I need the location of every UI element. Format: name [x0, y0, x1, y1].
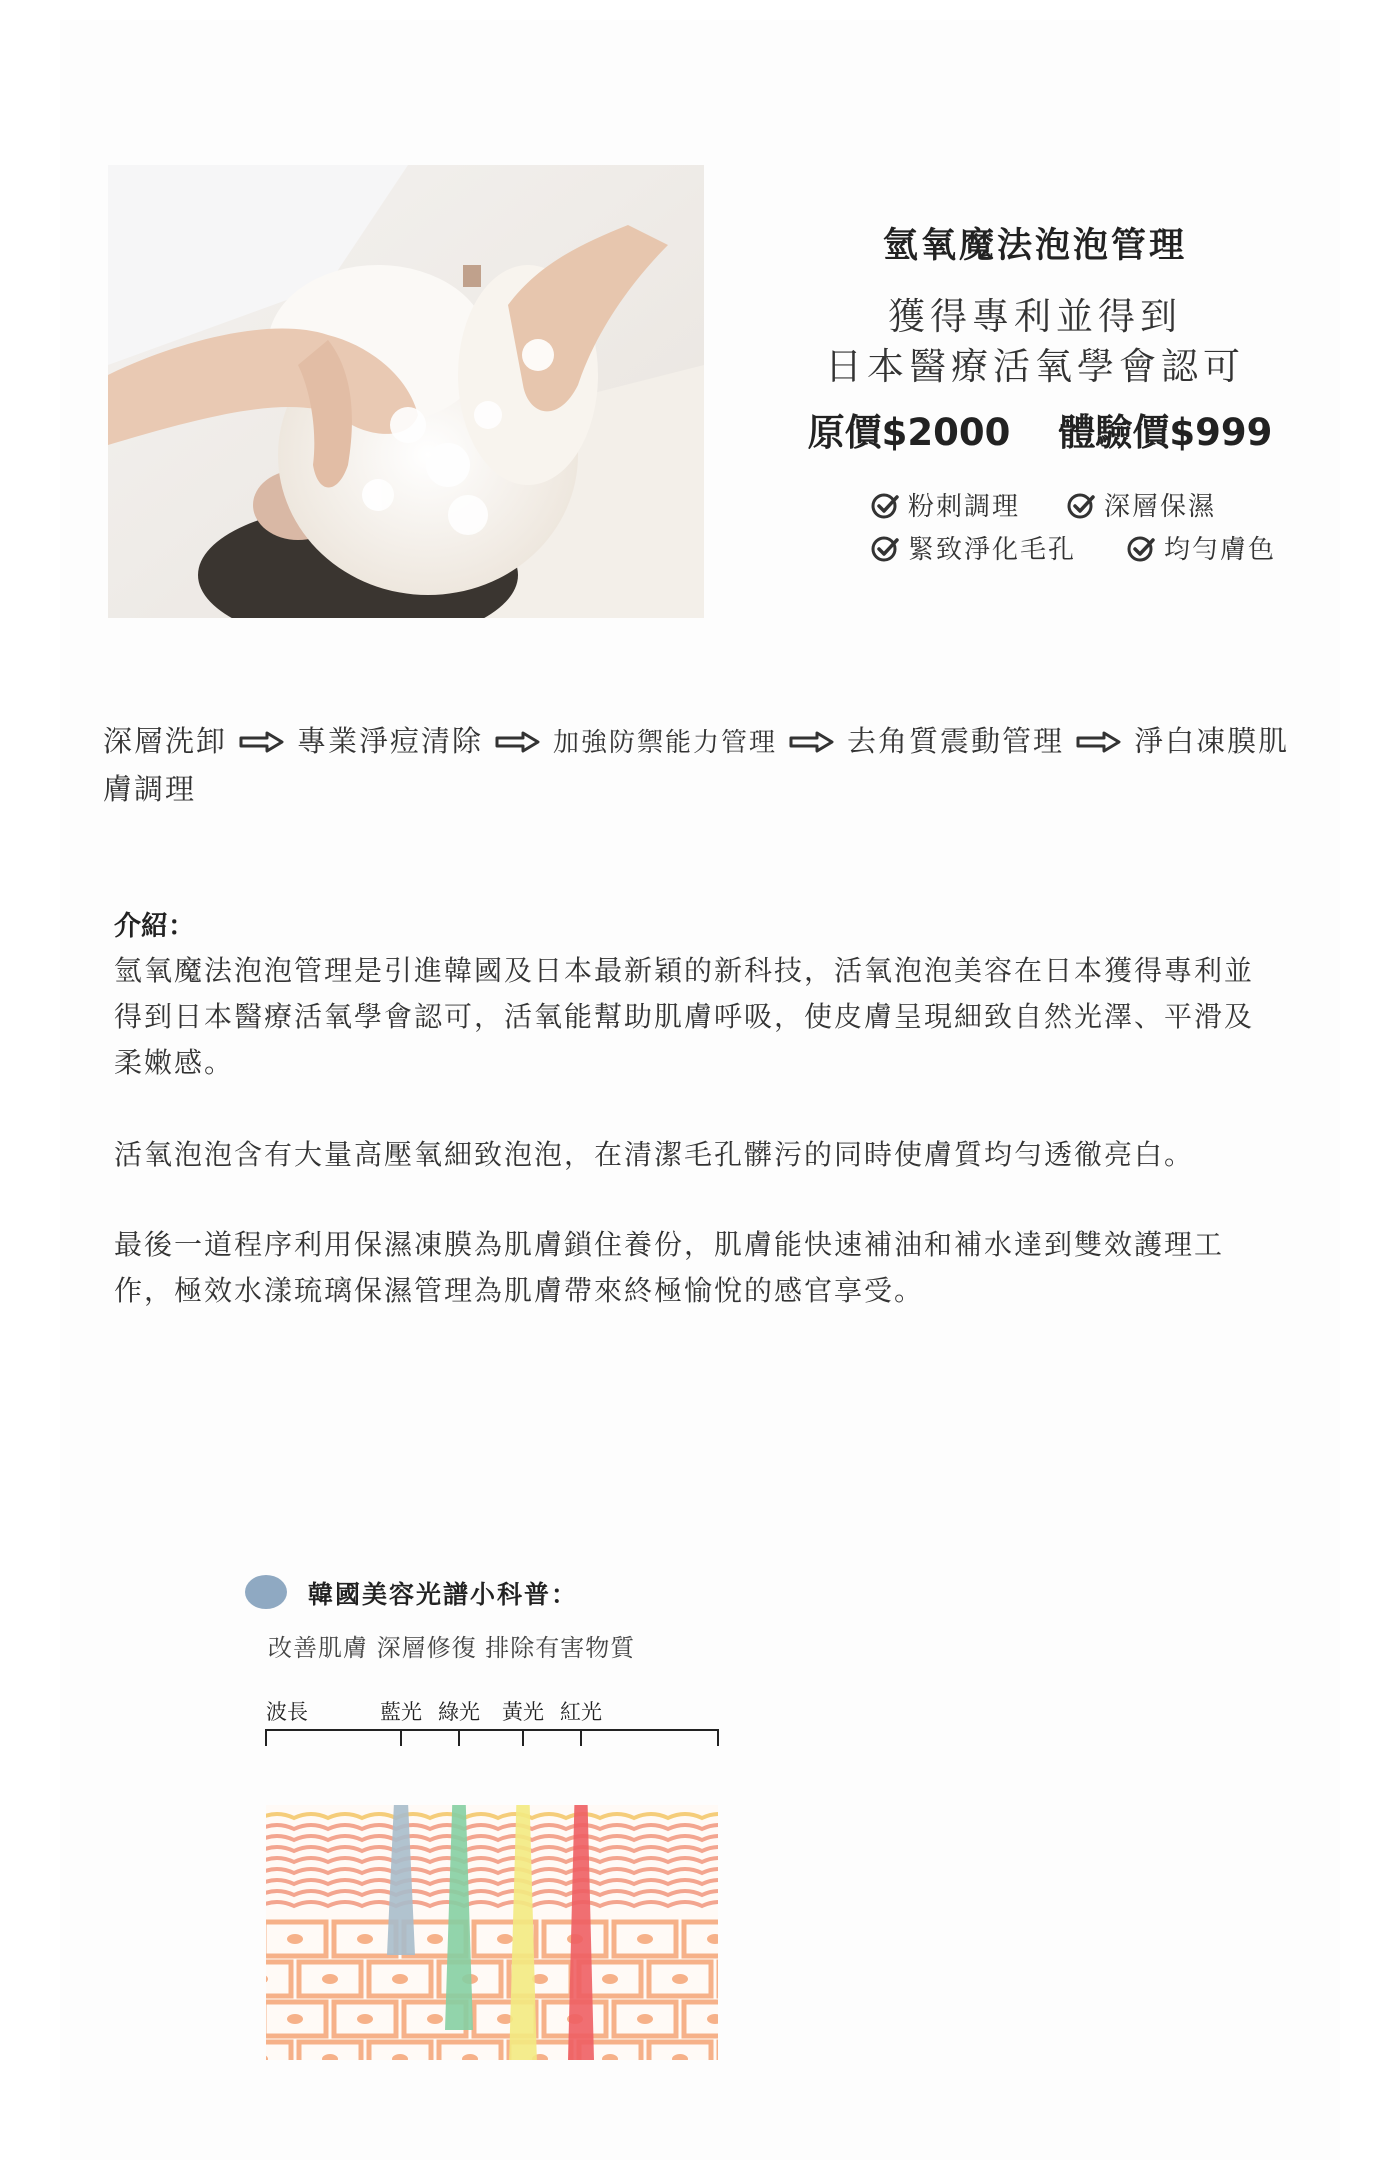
original-price: 原價$2000: [807, 411, 1011, 454]
flow-step: 深層洗卸: [103, 724, 228, 758]
process-flow: [103, 718, 1303, 812]
intro-heading: 介紹：: [114, 911, 195, 942]
skin-cell: [719, 2042, 730, 2070]
cell-nucleus: [392, 1974, 408, 1984]
cell-nucleus: [322, 2054, 338, 2064]
skin-cell: [719, 1962, 730, 1996]
flow-step: 淨白凍膜肌膚調理: [103, 724, 1290, 806]
cell-nucleus: [462, 2054, 478, 2064]
section-dot-icon: [245, 1575, 287, 1609]
benefit-item: 均勻膚色: [1126, 529, 1276, 566]
spectrum-heading: 韓國美容光譜小科普：: [308, 1580, 579, 1609]
cell-nucleus: [287, 1934, 303, 1944]
flow-step: 專業淨痘清除: [297, 724, 484, 758]
cell-nucleus: [707, 2014, 723, 2024]
cell-nucleus: [602, 1974, 618, 1984]
check-circle-icon: [870, 534, 900, 564]
cell-nucleus: [672, 2054, 688, 2064]
spectrum-subtitle: 改善肌膚 深層修復 排除有害物質: [268, 1634, 636, 1662]
light-label: 藍光: [380, 1700, 422, 1724]
treatment-title: 氫氧魔法泡泡管理: [882, 226, 1187, 266]
cell-nucleus: [427, 2014, 443, 2024]
check-circle-icon: [1066, 491, 1096, 521]
intro-paragraph: 最後一道程序利用保濕凍膜為肌膚鎖住養份，肌膚能快速補油和補水達到雙效護理工作，極效水漾琉璃保濕管理為肌膚帶來終極愉悅的感官享受。: [114, 1228, 1225, 1307]
check-circle-icon: [870, 491, 900, 521]
skin-layers: [260, 1780, 730, 2070]
cell-nucleus: [602, 2054, 618, 2064]
benefit-item: 深層保濕: [1066, 486, 1216, 523]
certification-subtitle: 日本醫療活氧學會認可: [825, 345, 1245, 388]
facial-treatment-photo: [108, 165, 704, 618]
intro-paragraph: 活氧泡泡含有大量高壓氧細致泡泡，在清潔毛孔髒污的同時使膚質均勻透徹亮白。: [114, 1138, 1195, 1171]
benefit-item: 粉刺調理: [870, 486, 1020, 523]
check-circle-icon: [1126, 534, 1156, 564]
light-label: 黃光: [502, 1700, 544, 1724]
cell-nucleus: [497, 1934, 513, 1944]
cell-nucleus: [672, 1974, 688, 1984]
price-row: [790, 402, 1290, 456]
cell-nucleus: [637, 2014, 653, 2024]
cell-nucleus: [357, 1934, 373, 1944]
cell-nucleus: [287, 2014, 303, 2024]
wavelength-label: 波長: [266, 1700, 308, 1724]
trial-price: 體驗價$999: [1058, 411, 1273, 454]
cell-nucleus: [427, 1934, 443, 1944]
arrow-right-icon: [239, 731, 285, 753]
cell-nucleus: [322, 1974, 338, 1984]
arrow-right-icon: [495, 731, 541, 753]
light-spectrum-diagram: [260, 1690, 730, 2070]
cell-nucleus: [392, 2054, 408, 2064]
patent-subtitle: 獲得專利並得到: [888, 295, 1182, 338]
intro-paragraph: 氫氧魔法泡泡管理是引進韓國及日本最新穎的新科技，活氧泡泡美容在日本獲得專利並得到日本醫療活氧學會認可，活氧能幫助肌膚呼吸，使皮膚呈現細致自然光澤、平滑及柔嫩感。: [114, 954, 1255, 1079]
benefit-item: 緊致淨化毛孔: [870, 529, 1076, 566]
flow-step: 加強防禦能力管理: [553, 728, 778, 758]
light-label: 綠光: [438, 1700, 480, 1724]
light-label: 紅光: [560, 1700, 602, 1724]
cell-nucleus: [707, 1934, 723, 1944]
cell-nucleus: [357, 2014, 373, 2024]
cell-nucleus: [637, 1934, 653, 1944]
flow-step: 去角質震動管理: [847, 724, 1065, 758]
arrow-right-icon: [789, 731, 835, 753]
arrow-right-icon: [1076, 731, 1122, 753]
